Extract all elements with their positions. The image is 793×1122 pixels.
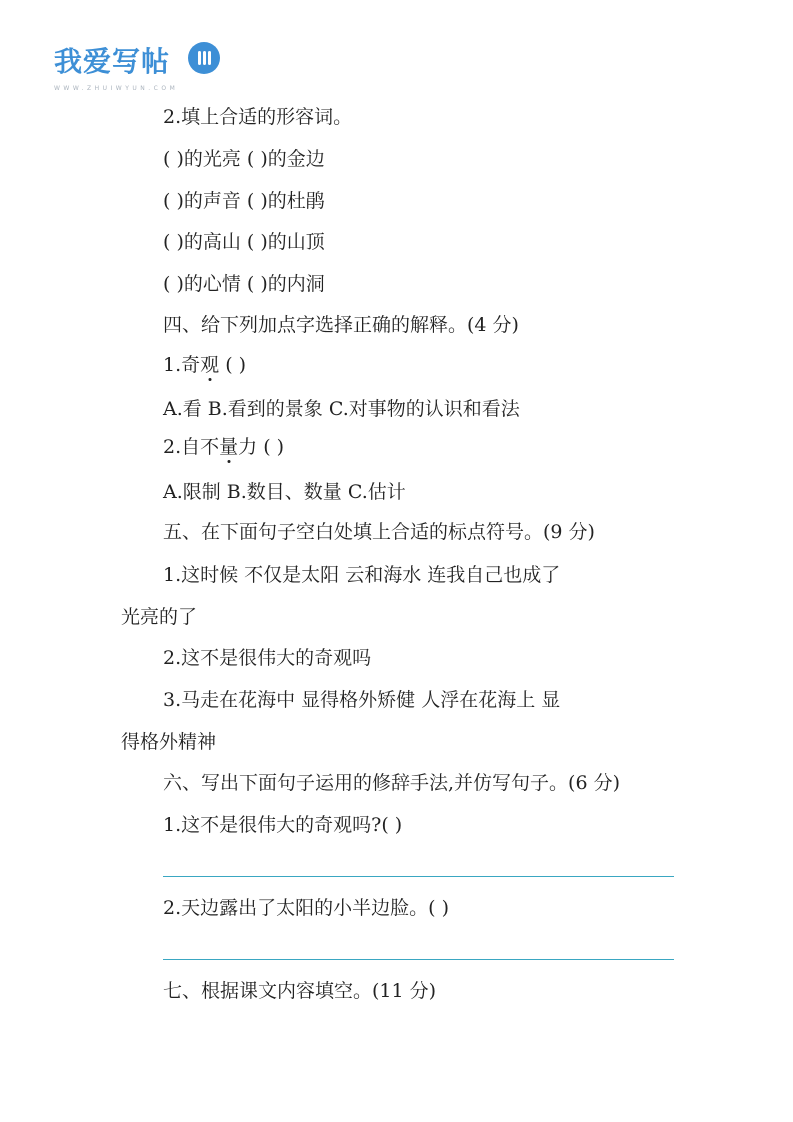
answer-blank: 力 ( ): [238, 436, 285, 458]
answer-blank: ( ): [219, 354, 247, 376]
section-heading: 四、给下列加点字选择正确的解释。(4 分): [163, 314, 519, 336]
section-heading: 五、在下面句子空白处填上合适的标点符号。(9 分): [163, 521, 595, 543]
question-text: 1.奇: [163, 354, 201, 376]
fill-blank-row: ( )的心情 ( )的内洞: [163, 273, 325, 295]
question-heading: 2.填上合适的形容词。: [163, 106, 353, 128]
sentence-line: 3.马走在花海中 显得格外矫健 人浮在花海上 显: [163, 689, 561, 711]
sentence-line: 2.这不是很伟大的奇观吗: [163, 647, 372, 669]
sentence-line: 光亮的了: [121, 606, 198, 628]
question-item: [163, 353, 246, 377]
notebook-icon: [188, 42, 220, 74]
question-text: 2.自不: [163, 436, 220, 458]
logo-url: WWW.ZHUIWYUN.COM: [54, 85, 179, 92]
options-row: A.看 B.看到的景象 C.对事物的认识和看法: [163, 398, 520, 420]
logo-text: 我爱写帖: [54, 45, 171, 78]
fill-blank-row: ( )的高山 ( )的山顶: [163, 231, 325, 253]
dotted-character: 量: [219, 436, 239, 458]
question-item: 1.这不是很伟大的奇观吗?( ): [163, 814, 403, 836]
section-heading: 六、写出下面句子运用的修辞手法,并仿写句子。(6 分): [163, 772, 620, 794]
question-item: 2.天边露出了太阳的小半边脸。( ): [163, 897, 449, 919]
fill-blank-row: ( )的声音 ( )的杜鹃: [163, 190, 325, 212]
dotted-character: 观: [200, 354, 220, 376]
answer-line: [163, 876, 674, 877]
fill-blank-row: ( )的光亮 ( )的金边: [163, 148, 325, 170]
answer-line: [163, 959, 674, 960]
sentence-line: 得格外精神: [121, 731, 217, 753]
sentence-line: 1.这时候 不仅是太阳 云和海水 连我自己也成了: [163, 564, 561, 586]
site-logo: [54, 40, 254, 96]
options-row: A.限制 B.数目、数量 C.估计: [163, 481, 406, 503]
section-heading: 七、根据课文内容填空。(11 分): [163, 980, 437, 1002]
question-item: [163, 435, 284, 459]
